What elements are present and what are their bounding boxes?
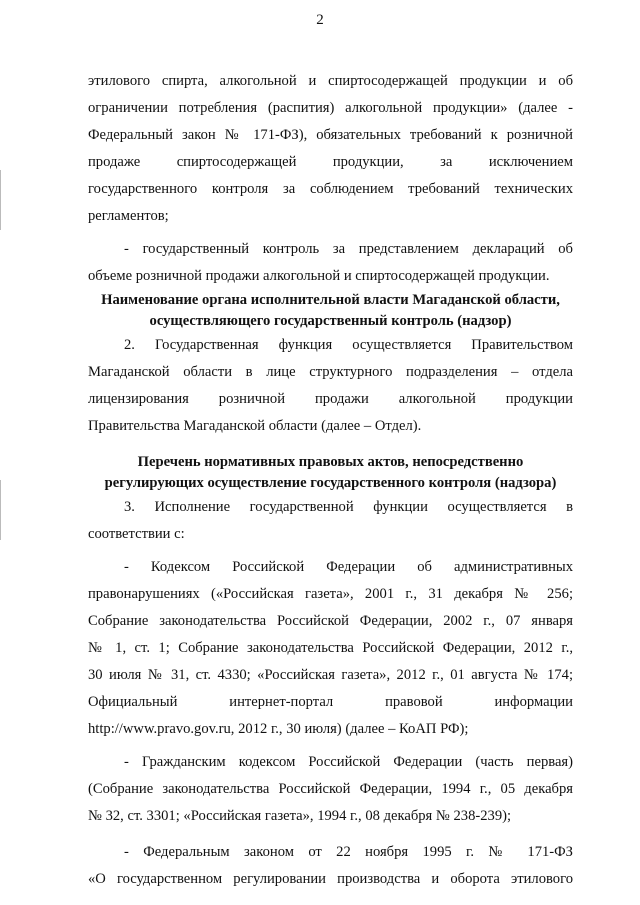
scan-edge-mark [0, 170, 1, 230]
text-line: Официальный интернет-портал правовой информации [88, 694, 573, 710]
text-line: № 32, ст. 3301; «Российская газета», 1994 г., 08 декабря № 238-239); [88, 808, 512, 824]
list-item-line: - Кодексом Российской Федерации об административных [124, 559, 573, 575]
text-line: «О государственном регулировании производства и оборота этилового [88, 871, 573, 887]
paragraph-start-line: 2. Государственная функция осуществляется Правительством [124, 337, 573, 353]
text-line: Собрание законодательства Российской Федерации, 2002 г., 07 января [88, 613, 573, 629]
text-line: Федеральный закон № 171-ФЗ), обязательных требований к розничной [88, 127, 573, 143]
paragraph-start-line: 3. Исполнение государственной функции осуществляется в [124, 499, 573, 515]
section-heading: осуществляющего государственный контроль (надзор) [149, 313, 512, 329]
text-line: лицензирования розничной продажи алкогольной продукции [88, 391, 573, 407]
section-heading: регулирующих осуществление государственного контроля (надзора) [104, 475, 557, 491]
text-line: http://www.pravo.gov.ru, 2012 г., 30 июля) (далее – КоАП РФ); [88, 721, 469, 737]
text-line: ограничении потребления (распития) алкогольной продукции» (далее - [88, 100, 573, 116]
text-line: продаже спиртосодержащей продукции, за исключением [88, 154, 573, 170]
text-line: (Собрание законодательства Российской Федерации, 1994 г., 05 декабря [88, 781, 573, 797]
scan-edge-mark [0, 480, 1, 540]
document-body [88, 68, 573, 893]
text-line: правонарушениях («Российская газета», 2001 г., 31 декабря № 256; [88, 586, 573, 602]
text-line: 30 июля № 31, ст. 4330; «Российская газета», 2012 г., 01 августа № 174; [88, 667, 573, 683]
text-line: объеме розничной продажи алкогольной и спиртосодержащей продукции. [88, 268, 550, 284]
section-heading: Наименование органа исполнительной власти Магаданской области, [101, 292, 560, 308]
text-line: государственного контроля за соблюдением требований технических [88, 181, 573, 197]
list-item-line: - Федеральным законом от 22 ноября 1995 г. № 171-ФЗ [124, 844, 573, 860]
text-line: Магаданской области в лице структурного подразделения – отдела [88, 364, 573, 380]
page-number: 2 [316, 12, 324, 28]
text-line: № 1, ст. 1; Собрание законодательства Российской Федерации, 2012 г., [88, 640, 573, 656]
list-item-line: - государственный контроль за представлением деклараций об [124, 241, 573, 257]
text-line: регламентов; [88, 208, 169, 224]
text-line: этилового спирта, алкогольной и спиртосодержащей продукции и об [88, 73, 573, 89]
list-item-line: - Гражданским кодексом Российской Федерации (часть первая) [124, 754, 573, 770]
section-heading: Перечень нормативных правовых актов, непосредственно [137, 454, 524, 470]
text-line: соответствии с: [88, 526, 185, 542]
text-line: Правительства Магаданской области (далее – Отдел). [88, 418, 422, 434]
